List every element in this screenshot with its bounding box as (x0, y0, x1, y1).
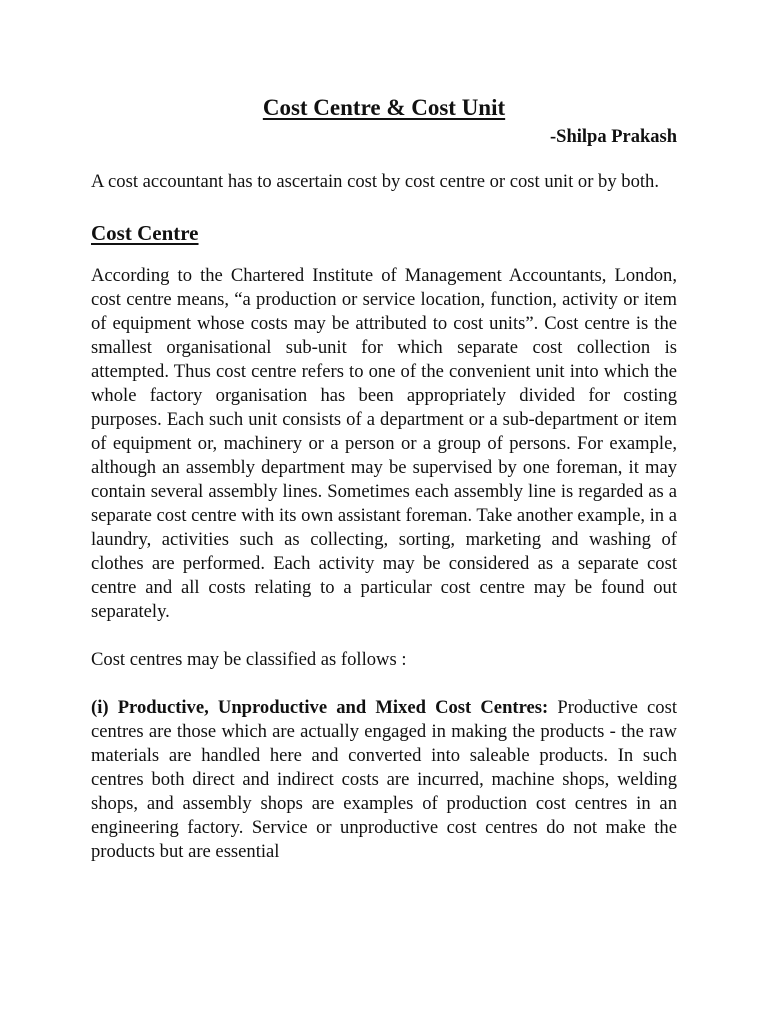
classification-body: Productive cost centres are those which are actually engaged in making the products - the raw materials are handled here and converted into saleable products. In such centres both direct and indirect costs are incurred, machine shops, welding shops, and assembly shops are examples of production cost centres in an engineering factory. Service or unproductive cost centres do not make the products but are essential (91, 697, 678, 862)
document-title: Cost Centre & Cost Unit (262, 95, 506, 120)
author-line: -Shilpa Prakash (550, 127, 677, 147)
classification-paragraph (91, 696, 677, 864)
definition-paragraph: According to the Chartered Institute of Management Accountants, London, cost centre means, “a production or service location, function, activity or item of equipment whose costs may be attributed to cost units”. Cost centre is the smallest organisational sub-unit for which separate cost collection is attempted. Thus cost centre refers to one of the convenient unit into which the whole factory organisation has been appropriately divided for costing purposes. Each such unit consists of a department or a sub-department or item of equipment or, machinery or a person or a group of persons. For example, although an assembly department may be supervised by one foreman, it may contain several assembly lines. Sometimes each assembly line is regarded as a separate cost centre with its own assistant foreman. Take another example, in a laundry, activities such as collecting, sorting, marketing and washing of clothes are performed. Each activity may be considered as a separate cost centre and all costs relating to a particular cost centre may be found out separately. (91, 265, 677, 622)
intro-paragraph: A cost accountant has to ascertain cost by cost centre or cost unit or by both. (91, 171, 659, 192)
section-heading-cost-centre: Cost Centre (91, 221, 199, 245)
classification-lead: (i) Productive, Unproductive and Mixed Cost Centres: (91, 697, 549, 718)
classification-intro-line: Cost centres may be classified as follows : (91, 649, 407, 670)
